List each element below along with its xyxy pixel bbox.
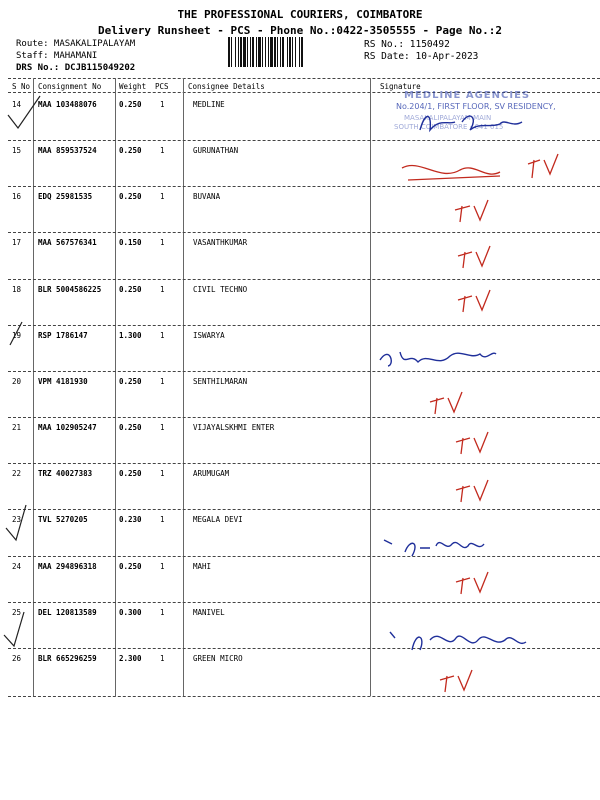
row-sno: 14 (12, 100, 22, 109)
row-divider (8, 186, 600, 187)
row-consignee: VIJAYALSKHMI ENTER (193, 423, 275, 432)
col-header-weight: Weight (119, 82, 147, 91)
row-sno: 22 (12, 469, 22, 478)
table-row (0, 558, 600, 604)
stamp-line: MASAKALIPALAYAM MAIN (404, 114, 492, 122)
row-sno: 21 (12, 423, 22, 432)
row-weight: 2.300 (119, 654, 142, 663)
row-sno: 16 (12, 192, 22, 201)
row-divider (8, 417, 600, 418)
row-consignment: TVL 5270205 (38, 515, 88, 524)
barcode-bar (238, 37, 239, 67)
row-consignment: VPM 4181930 (38, 377, 88, 386)
row-pcs: 1 (160, 562, 165, 571)
row-consignment: TRZ 40027383 (38, 469, 93, 478)
barcode-bar (252, 37, 254, 67)
route-label: Route: MASAKALIPALAYAM (16, 39, 136, 49)
row-pcs: 1 (160, 100, 165, 109)
row-consignee: ISWARYA (193, 331, 225, 340)
row-consignment: MAA 102905247 (38, 423, 97, 432)
row-consignee: BUVANA (193, 192, 221, 201)
table-row (0, 650, 600, 696)
barcode-bar (228, 37, 230, 67)
row-pcs: 1 (160, 377, 165, 386)
row-consignment: BLR 5004586225 (38, 285, 102, 294)
stamp-line: SOUTH COIMBATORE - 641 015 (394, 123, 504, 131)
staff-label: Staff: MAHAMANI (16, 51, 98, 61)
row-divider (8, 648, 600, 649)
stamp-line: No.204/1, FIRST FLOOR, SV RESIDENCY, (396, 102, 556, 111)
medline-stamp (394, 90, 570, 136)
barcode-bar (258, 37, 261, 67)
row-weight: 1.300 (119, 331, 142, 340)
table-row (0, 373, 600, 419)
row-divider (8, 463, 600, 464)
row-pcs: 1 (160, 469, 165, 478)
barcode-bar (301, 37, 303, 67)
table-row (0, 188, 600, 234)
row-consignment: DEL 120813589 (38, 608, 97, 617)
rs-date: RS Date: 10-Apr-2023 (364, 51, 479, 62)
barcode-bar (262, 37, 263, 67)
table-row (0, 511, 600, 557)
row-weight: 0.300 (119, 608, 142, 617)
row-weight: 0.250 (119, 285, 142, 294)
barcode-bar (231, 37, 232, 67)
barcode-bar (277, 37, 278, 67)
barcode-bar (243, 37, 246, 67)
row-divider (8, 556, 600, 557)
row-consignment: RSP 1786147 (38, 331, 88, 340)
row-sno: 23 (12, 515, 22, 524)
row-weight: 0.150 (119, 238, 142, 247)
rs-number: RS No.: 1150492 (364, 39, 450, 50)
row-divider (8, 279, 600, 280)
row-sno: 19 (12, 331, 22, 340)
barcode-bar (292, 37, 293, 67)
table-row (0, 142, 600, 188)
row-divider (8, 325, 600, 326)
row-sno: 24 (12, 562, 22, 571)
table-row (0, 465, 600, 511)
row-sno: 26 (12, 654, 22, 663)
row-pcs: 1 (160, 515, 165, 524)
row-sno: 15 (12, 146, 22, 155)
runsheet-subtitle: Delivery Runsheet - PCS - Phone No.:0422-3505555 - Page No.:2 (98, 24, 502, 37)
row-divider (8, 140, 600, 141)
drs-number: DRS No.: DCJB115049202 (16, 63, 136, 73)
row-sno: 20 (12, 377, 22, 386)
col-header-sno: S No (12, 82, 31, 91)
table-bottom-rule (8, 696, 600, 697)
barcode-bar (250, 37, 251, 67)
col-header-consignee: Consignee Details (188, 82, 265, 91)
barcode-bar (265, 37, 266, 67)
row-pcs: 1 (160, 608, 165, 617)
barcode-bar (256, 37, 257, 67)
row-divider (8, 602, 600, 603)
table-row (0, 604, 600, 650)
stamp-line: MEDLINE AGENCIES (404, 90, 531, 101)
table-row (0, 327, 600, 373)
col-header-signature: Signature (380, 82, 421, 91)
row-consignee: SENTHILMARAN (193, 377, 248, 386)
barcode-bar (270, 37, 273, 67)
row-divider (8, 509, 600, 510)
row-consignee: VASANTHKUMAR (193, 238, 248, 247)
row-consignment: MAA 103488076 (38, 100, 97, 109)
row-consignment: BLR 665296259 (38, 654, 97, 663)
row-divider (8, 371, 600, 372)
row-consignee: ARUMUGAM (193, 469, 230, 478)
row-consignee: MEGALA DEVI (193, 515, 243, 524)
row-pcs: 1 (160, 192, 165, 201)
row-pcs: 1 (160, 146, 165, 155)
barcode-bar (274, 37, 276, 67)
row-weight: 0.250 (119, 377, 142, 386)
row-weight: 0.250 (119, 423, 142, 432)
table-row (0, 234, 600, 280)
barcode-bar (287, 37, 288, 67)
row-weight: 0.250 (119, 562, 142, 571)
row-consignment: MAA 567576341 (38, 238, 97, 247)
row-consignment: EDQ 25981535 (38, 192, 93, 201)
barcode-bar (289, 37, 291, 67)
row-weight: 0.250 (119, 100, 142, 109)
row-pcs: 1 (160, 285, 165, 294)
row-weight: 0.230 (119, 515, 142, 524)
row-pcs: 1 (160, 654, 165, 663)
row-consignee: GURUNATHAN (193, 146, 239, 155)
barcode-bar (299, 37, 300, 67)
row-pcs: 1 (160, 238, 165, 247)
row-sno: 17 (12, 238, 22, 247)
company-title: THE PROFESSIONAL COURIERS, COIMBATORE (177, 8, 423, 21)
header-top-rule (8, 78, 600, 79)
col-header-pcs: PCS (155, 82, 169, 91)
row-consignee: MAHI (193, 562, 212, 571)
row-consignee: MANIVEL (193, 608, 225, 617)
runsheet-barcode (228, 37, 362, 67)
row-consignee: GREEN MICRO (193, 654, 243, 663)
row-sno: 18 (12, 285, 22, 294)
col-header-consignment: Consignment No (38, 82, 102, 91)
row-consignment: MAA 294896318 (38, 562, 97, 571)
row-consignee: MEDLINE (193, 100, 225, 109)
barcode-bar (268, 37, 269, 67)
row-weight: 0.250 (119, 192, 142, 201)
row-sno: 25 (12, 608, 22, 617)
barcode-bar (235, 37, 236, 67)
barcode-bar (240, 37, 242, 67)
row-consignee: CIVIL TECHNO (193, 285, 248, 294)
table-row (0, 281, 600, 327)
table-row (0, 419, 600, 465)
barcode-bar (282, 37, 284, 67)
barcode-bar (295, 37, 296, 67)
row-pcs: 1 (160, 331, 165, 340)
barcode-bar (247, 37, 248, 67)
row-weight: 0.250 (119, 469, 142, 478)
row-consignment: MAA 859537524 (38, 146, 97, 155)
barcode-bar (280, 37, 281, 67)
row-weight: 0.250 (119, 146, 142, 155)
row-divider (8, 232, 600, 233)
row-pcs: 1 (160, 423, 165, 432)
